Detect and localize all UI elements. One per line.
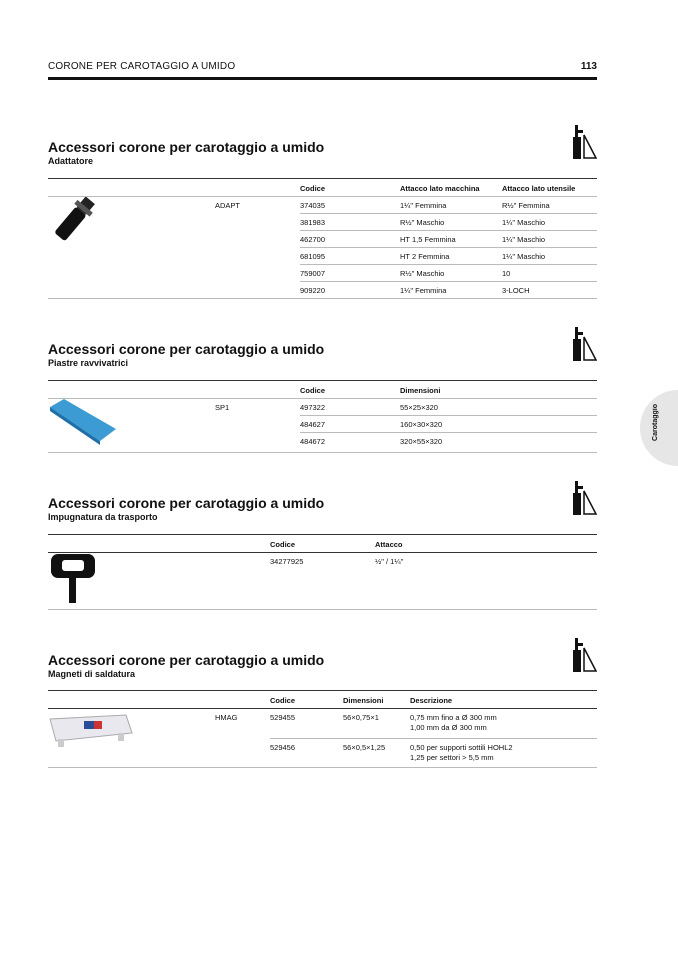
table-cell: 497322 — [300, 403, 326, 412]
table-cell: 55×25×320 — [400, 403, 438, 412]
page-number: 113 — [580, 61, 597, 72]
core-drill-icon — [573, 481, 597, 515]
table-row — [48, 552, 597, 569]
table-cell: 1¼" Maschio — [502, 235, 546, 244]
cell-description: 0,50 per supporti sottili HOHL2 — [410, 743, 513, 752]
table-row — [48, 415, 597, 432]
col-header: Descrizione — [410, 696, 453, 705]
core-drill-icon — [573, 638, 597, 672]
table-row — [48, 230, 597, 247]
cell-description: 1,25 per settori > 5,5 mm — [410, 753, 494, 762]
table-cell: 10 — [502, 269, 511, 278]
table-row — [48, 398, 597, 415]
cell-description: 0,75 mm fino a Ø 300 mm — [410, 713, 497, 722]
table-row — [48, 432, 597, 449]
section-subtitle: Piastre ravvivatrici — [48, 358, 129, 368]
table-cell: 1¼" Femmina — [400, 201, 447, 210]
magnets-table — [48, 690, 597, 768]
section-handle — [48, 495, 597, 566]
header-rule — [48, 77, 597, 80]
adapter-table — [48, 178, 597, 299]
section-title: Accessori corone per carotaggio a umido — [48, 495, 325, 511]
col-header: Codice — [270, 696, 296, 705]
table-cell: 462700 — [300, 235, 326, 244]
cell-attacco: ½" / 1¼" — [375, 557, 404, 566]
table-cell: R½" Femmina — [502, 201, 550, 210]
section-adapter — [48, 139, 597, 295]
col-header: Codice — [270, 540, 296, 549]
table-cell: HT 2 Femmina — [400, 252, 450, 261]
section-subtitle: Adattatore — [48, 156, 94, 166]
table-cell: 320×55×320 — [400, 437, 443, 446]
cell-dimension: 56×0,75×1 — [343, 713, 379, 722]
table-cell: 3-LOCH — [502, 286, 530, 295]
table-row — [48, 264, 597, 281]
cell-code: 34277925 — [270, 557, 304, 566]
col-header: Dimensioni — [400, 386, 441, 395]
product-label: ADAPT — [215, 201, 241, 210]
side-tab-label: Carotaggio — [652, 404, 659, 441]
table-row — [48, 281, 597, 298]
table-cell: 160×30×320 — [400, 420, 443, 429]
cell-description: 1,00 mm da Ø 300 mm — [410, 723, 487, 732]
col-header: Attacco — [375, 540, 403, 549]
table-row — [48, 247, 597, 264]
table-cell: 1¼" Femmina — [400, 286, 447, 295]
table-row — [48, 196, 597, 213]
core-drill-icon — [573, 327, 597, 361]
section-magnets — [48, 652, 597, 762]
table-row — [48, 708, 597, 738]
table-cell: HT 1,5 Femmina — [400, 235, 456, 244]
cell-dimension: 56×0,5×1,25 — [343, 743, 386, 752]
col-header: Attacco lato utensile — [502, 184, 576, 193]
table-cell: 484672 — [300, 437, 326, 446]
product-label: SP1 — [215, 403, 230, 412]
table-cell: R½" Maschio — [400, 269, 445, 278]
handle-table — [48, 534, 597, 610]
side-tab[interactable] — [640, 390, 678, 466]
section-subtitle: Magneti di saldatura — [48, 669, 136, 679]
table-row — [48, 738, 597, 768]
col-header: Dimensioni — [343, 696, 384, 705]
table-row — [48, 213, 597, 230]
col-header: Codice — [300, 386, 326, 395]
table-cell: 484627 — [300, 420, 326, 429]
col-header: Attacco lato macchina — [400, 184, 480, 193]
table-cell: 1¼" Maschio — [502, 218, 546, 227]
table-cell: 681095 — [300, 252, 326, 261]
section-dressing-plates — [48, 341, 597, 446]
table-cell: 374035 — [300, 201, 326, 210]
product-label: HMAG — [215, 713, 238, 722]
cell-code: 529456 — [270, 743, 296, 752]
col-header: Codice — [300, 184, 326, 193]
running-header: CORONE PER CAROTAGGIO A UMIDO — [48, 61, 236, 72]
section-title: Accessori corone per carotaggio a umido — [48, 652, 325, 668]
table-cell: 759007 — [300, 269, 326, 278]
section-title: Accessori corone per carotaggio a umido — [48, 139, 325, 155]
cell-code: 529455 — [270, 713, 296, 722]
table-cell: 381983 — [300, 218, 326, 227]
core-drill-icon — [573, 125, 597, 159]
section-title: Accessori corone per carotaggio a umido — [48, 341, 325, 357]
table-cell: 1¼" Maschio — [502, 252, 546, 261]
table-cell: 909220 — [300, 286, 326, 295]
table-cell: R½" Maschio — [400, 218, 445, 227]
section-subtitle: Impugnatura da trasporto — [48, 512, 158, 522]
plates-table — [48, 380, 597, 453]
